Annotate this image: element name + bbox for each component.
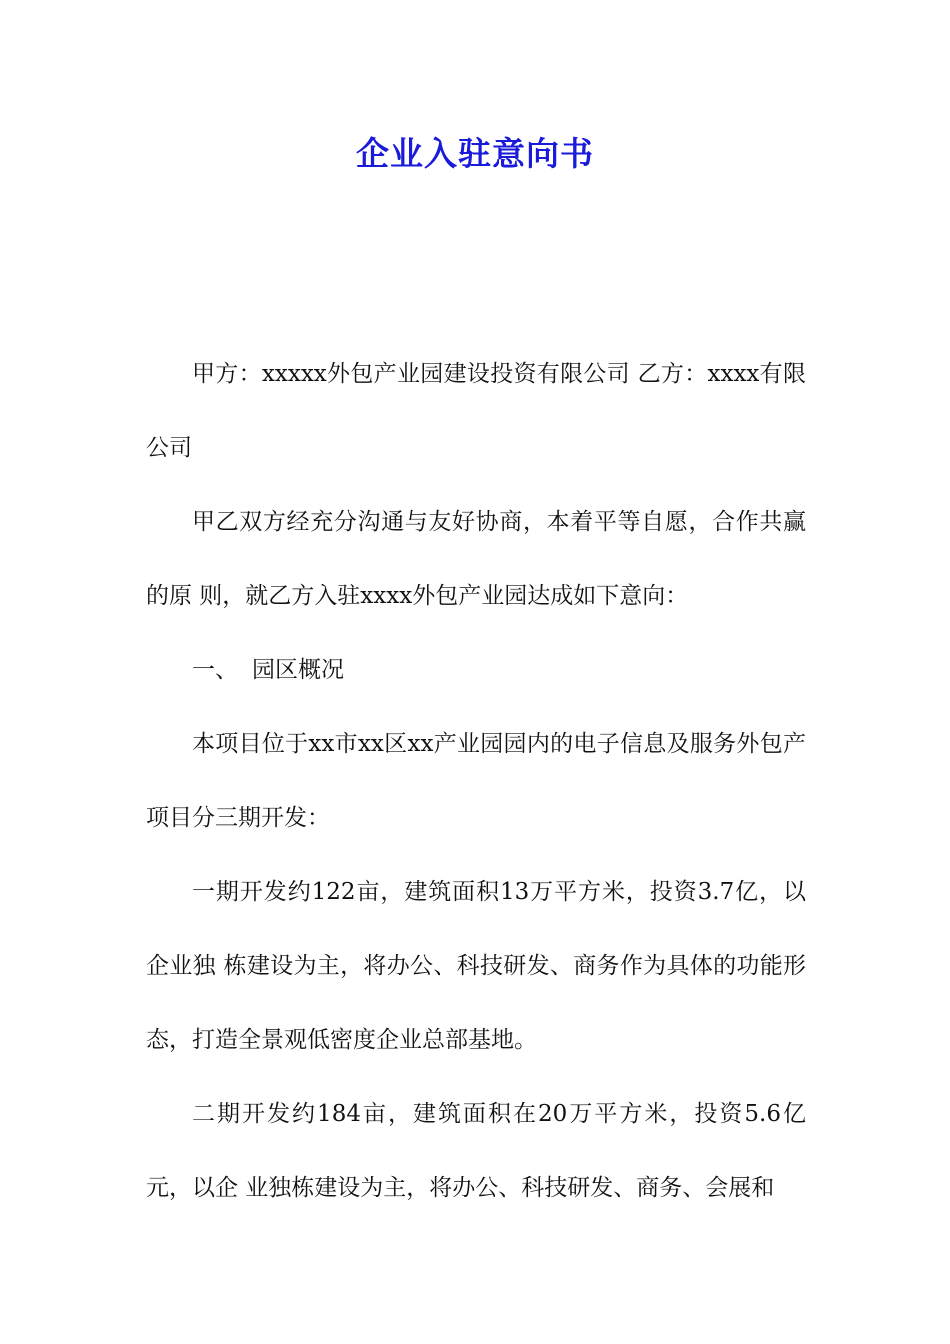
section-number: 一、 <box>192 657 238 683</box>
document-body <box>146 337 806 1225</box>
location-paragraph: 本项目位于xx市xx区xx产业园园内的电子信息及服务外包产项目分三期开发： <box>146 731 806 831</box>
phase-one-paragraph: 一期开发约122亩，建筑面积13万平方米，投资3.7亿，以企业独 栋建设为主，将办公、科技研发、商务作为具体的功能形态，打造全景观低密度企业总部基地。 <box>146 879 806 1053</box>
section-heading <box>146 633 806 707</box>
intro-paragraph: 甲乙双方经充分沟通与友好协商，本着平等自愿，合作共赢的原 则，就乙方入驻xxxx外包产业园达成如下意向： <box>146 509 806 609</box>
phase-two-paragraph: 二期开发约184亩，建筑面积在20万平方米，投资5.6亿元，以企 业独栋建设为主，将办公、科技研发、商务、会展和 <box>146 1101 806 1201</box>
parties-paragraph: 甲方：xxxxx外包产业园建设投资有限公司 乙方：xxxx有限公司 <box>146 361 806 461</box>
section-title: 园区概况 <box>252 657 344 683</box>
document-title: 企业入驻意向书 <box>356 134 594 173</box>
